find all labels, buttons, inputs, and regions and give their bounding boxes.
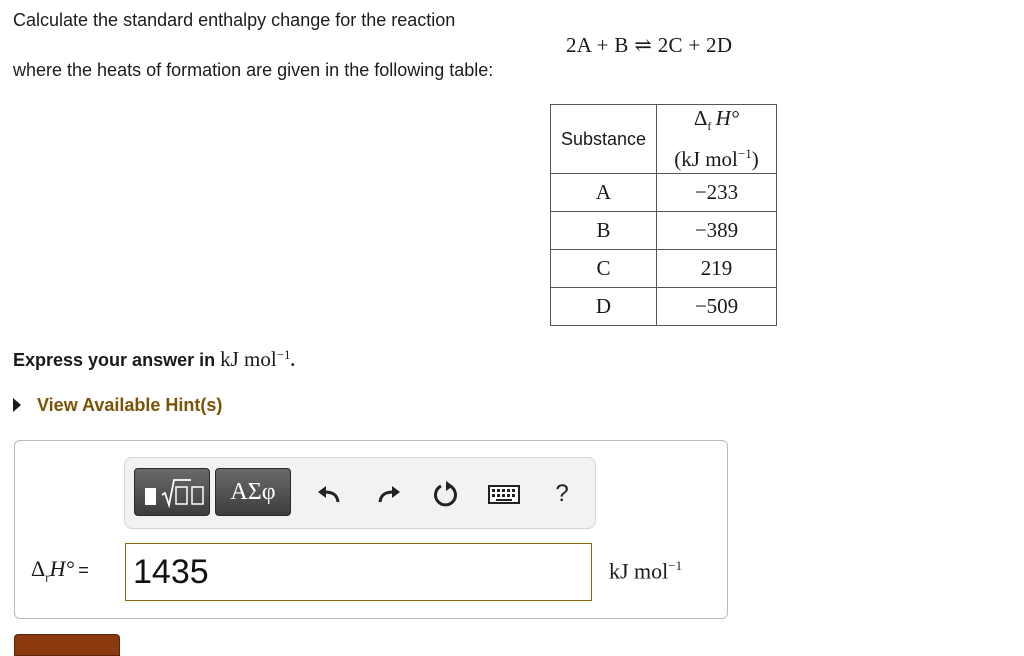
express-unit: kJ mol (220, 347, 277, 371)
hint-label: View Available Hint(s) (37, 395, 223, 415)
reset-icon (430, 478, 462, 510)
equation-products: 2C + 2D (657, 33, 733, 57)
express-unit-exp: −1 (276, 347, 291, 362)
disclosure-triangle-icon (13, 398, 21, 412)
express-suffix: . (290, 350, 296, 370)
label-H: H° (49, 556, 75, 581)
undo-icon (314, 478, 346, 510)
symbols-button[interactable] (215, 468, 291, 516)
table-cell-substance: B (551, 212, 657, 250)
header-unit: (kJ mol (674, 147, 738, 172)
answer-unit-exp: −1 (668, 558, 683, 573)
answer-unit-text: kJ mol (609, 558, 669, 584)
reaction-equation (566, 33, 732, 58)
answer-instructions (13, 347, 295, 372)
equation-reactants: 2A + B (566, 33, 629, 57)
header-unit-close: ) (751, 147, 759, 172)
table-cell-value: −509 (657, 288, 777, 326)
table-cell-substance: C (551, 250, 657, 288)
header-sub-f: f (707, 119, 712, 134)
keyboard-icon (488, 478, 520, 510)
submit-button[interactable] (14, 634, 120, 656)
label-delta: Δ (31, 556, 46, 581)
undo-button[interactable] (314, 478, 346, 510)
table-header-row (551, 105, 777, 174)
header-H: H° (715, 106, 740, 130)
header-unit-exp: −1 (737, 146, 752, 162)
header-delta: Δ (693, 106, 708, 130)
question-line-2: where the heats of formation are given in the following table: (13, 60, 494, 80)
redo-button[interactable] (372, 478, 404, 510)
table-header-enthalpy (657, 105, 777, 174)
keyboard-button[interactable] (488, 478, 520, 510)
table-row (551, 174, 777, 212)
heats-of-formation-table (550, 104, 777, 326)
table-cell-value: −389 (657, 212, 777, 250)
label-equals: = (78, 560, 89, 580)
view-hints-link[interactable] (13, 395, 222, 416)
redo-icon (372, 478, 404, 510)
label-sub-r: r (45, 569, 50, 585)
help-button[interactable] (546, 478, 578, 510)
table-cell-substance: A (551, 174, 657, 212)
help-icon: ? (555, 480, 569, 507)
table-header-substance: Substance (551, 105, 657, 174)
question-line-1: Calculate the standard enthalpy change for the reaction (13, 10, 456, 30)
templates-button[interactable] (134, 468, 210, 516)
templates-icon (135, 469, 209, 515)
table-row (551, 288, 777, 326)
answer-label (31, 556, 89, 585)
table-cell-value: 219 (657, 250, 777, 288)
equilibrium-arrow: ⇌ (634, 33, 653, 57)
express-prefix: Express your answer in (13, 350, 221, 370)
answer-input[interactable] (125, 543, 592, 601)
table-cell-substance: D (551, 288, 657, 326)
table-cell-value: −233 (657, 174, 777, 212)
symbols-icon: ΑΣφ (230, 479, 276, 505)
answer-unit (609, 558, 682, 584)
table-row (551, 212, 777, 250)
reset-button[interactable] (430, 478, 462, 510)
table-row (551, 250, 777, 288)
